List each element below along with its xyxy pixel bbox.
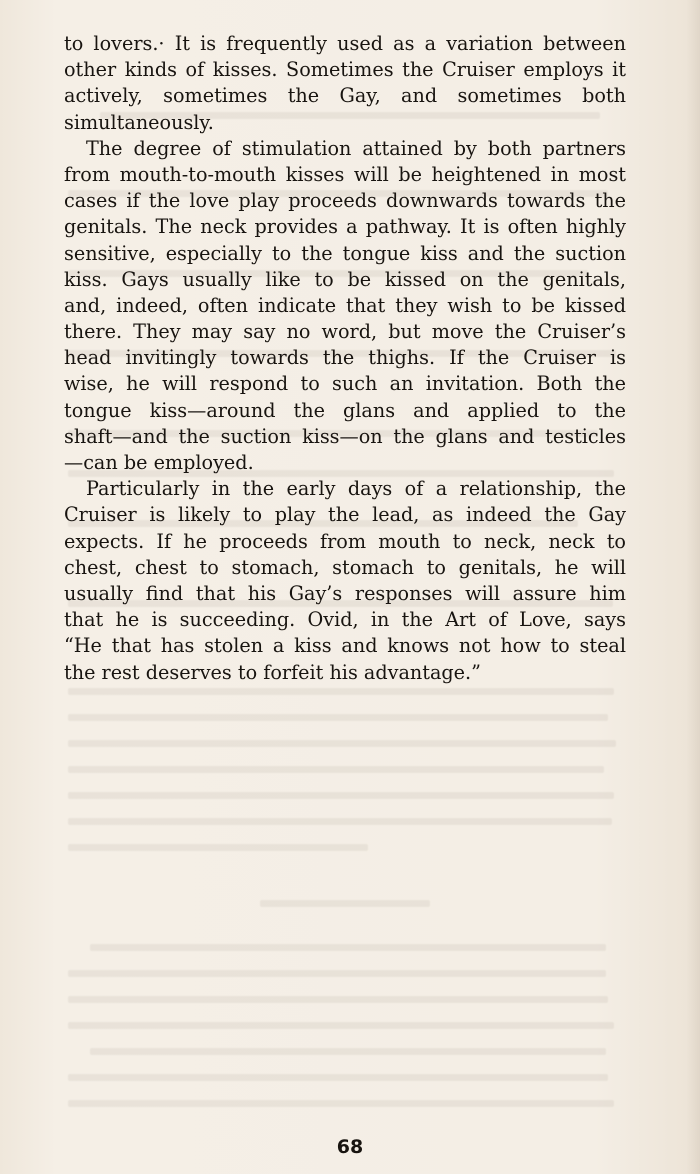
text-line: The degree of stimulation attained by both partners [86, 136, 626, 160]
text-line: Particularly in the early days of a relationship, the [86, 477, 626, 501]
text-line: Cruiser is likely to play the lead, as indeed the Gay [64, 503, 626, 527]
page-number: 68 [336, 1136, 364, 1158]
text-line: the rest deserves to forfeit his advantage.” [64, 660, 481, 684]
text-line: genitals. The neck provides a pathway. It is often highly [64, 215, 626, 239]
text-line: actively, sometimes the Gay, and sometimes both [64, 84, 626, 108]
text-line: “He that has stolen a kiss and knows not how to steal [64, 634, 626, 658]
text-line: kiss. Gays usually like to be kissed on the genitals, [64, 267, 626, 291]
text-line: wise, he will respond to such an invitation. Both the [64, 372, 626, 396]
text-line: there. They may say no word, but move the Cruiser’s [64, 320, 626, 344]
page-edge-shadow [686, 0, 700, 1174]
text-line: —can be employed. [64, 451, 254, 474]
text-line: and, indeed, often indicate that they wish to be kissed [64, 293, 626, 317]
text-line: simultaneously. [64, 110, 214, 134]
text-line: other kinds of kisses. Sometimes the Cruiser employs it [64, 58, 626, 82]
body-text [64, 31, 626, 686]
text-line: to lovers.· It is frequently used as a variation between [64, 32, 626, 55]
text-line: head invitingly towards the thighs. If the Cruiser is [64, 346, 626, 370]
text-line: tongue kiss—around the glans and applied to the [64, 398, 626, 422]
text-line: cases if the love play proceeds downwards towards the [64, 189, 626, 213]
text-line: usually find that his Gay’s responses will assure him [64, 581, 626, 605]
text-line: shaft—and the suction kiss—on the glans and testicles [64, 424, 626, 448]
text-line: sensitive, especially to the tongue kiss and the suction [64, 241, 626, 265]
text-line: chest, chest to stomach, stomach to genitals, he will [64, 555, 626, 579]
text-line: that he is succeeding. Ovid, in the Art of Love, says [64, 608, 626, 632]
text-line: expects. If he proceeds from mouth to neck, neck to [64, 529, 626, 553]
text-line: from mouth-to-mouth kisses will be heightened in most [64, 162, 626, 186]
